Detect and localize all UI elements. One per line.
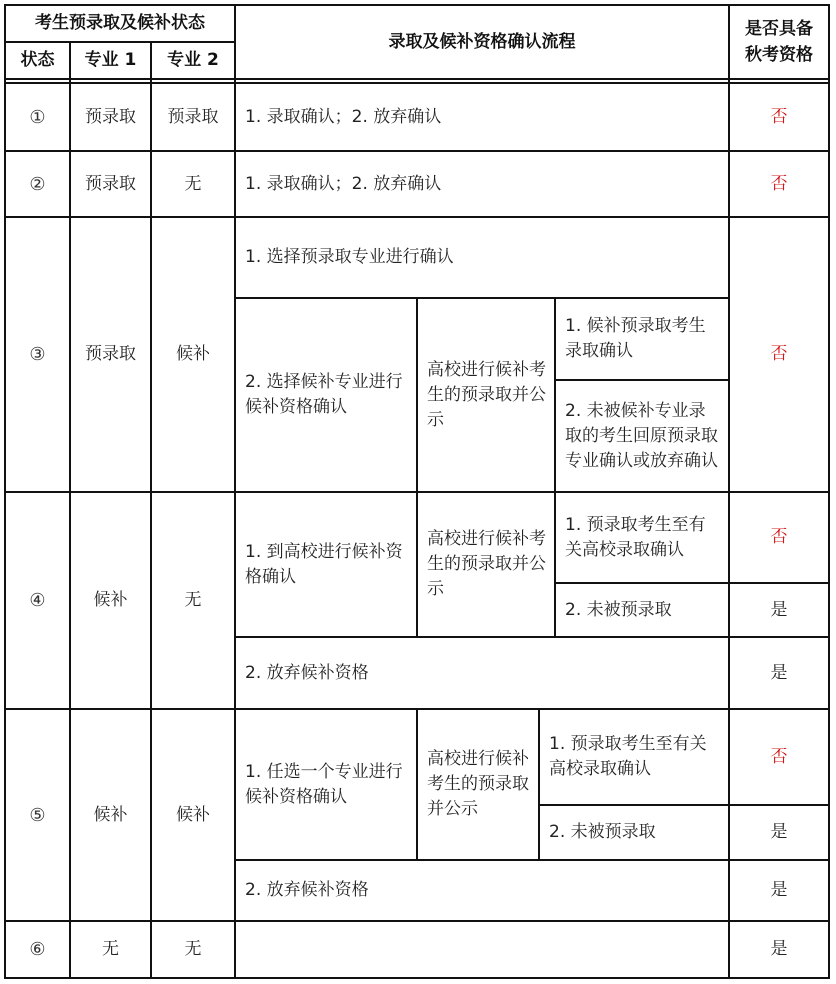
- major-2-cell: 预录取: [167, 106, 219, 127]
- sub-step: 2. 未被候补专业录取的考生回原预录取专业确认或放弃确认: [565, 400, 718, 471]
- major-1-cell: 候补: [93, 804, 128, 825]
- eligible-result: 是: [770, 662, 788, 683]
- status-id: ①: [29, 106, 46, 128]
- school-review: 高校进行候补考生的预录取并公示: [427, 529, 546, 599]
- sub-step: 1. 预录取考生至有关高校录取确认: [549, 734, 707, 779]
- sub-step: 1. 预录取考生至有关高校录取确认: [565, 514, 706, 560]
- grid-line: [4, 977, 830, 979]
- status-id: ②: [29, 173, 46, 195]
- school-review: 高校进行候补考生的预录取并公示: [427, 359, 546, 430]
- eligible-result: 否: [770, 106, 788, 127]
- major-1-cell: 候补: [93, 590, 128, 610]
- sub-step: 2. 未被预录取: [565, 599, 672, 620]
- eligible-result: 否: [770, 527, 788, 547]
- header-major-2: 专业 2: [167, 50, 219, 70]
- eligible-result: 否: [770, 344, 788, 364]
- status-id: ③: [29, 344, 46, 365]
- header-group-label: 考生预录取及候补状态: [35, 13, 205, 33]
- major-2-cell: 无: [184, 590, 202, 610]
- eligible-result: 否: [770, 173, 788, 194]
- process-step: 1. 到高校进行候补资格确认: [245, 541, 403, 587]
- eligible-result: 是: [770, 822, 788, 842]
- process-step: 1. 选择预录取专业进行确认: [245, 247, 454, 267]
- grid-line: [4, 78, 830, 80]
- process-step: 2. 放弃候补资格: [245, 662, 369, 683]
- school-review: 高校进行候补考生的预录取并公示: [427, 749, 529, 819]
- major-2-cell: 无: [184, 173, 202, 194]
- sub-step: 2. 未被预录取: [549, 822, 656, 842]
- eligible-result: 否: [770, 746, 788, 767]
- status-id: ⑥: [29, 939, 46, 960]
- major-1-cell: 预录取: [85, 106, 136, 127]
- process-step: 1. 录取确认；2. 放弃确认: [245, 106, 442, 127]
- major-1-cell: 预录取: [85, 173, 136, 194]
- eligible-result: 是: [770, 880, 788, 900]
- sub-step: 1. 候补预录取考生录取确认: [565, 316, 706, 361]
- major-1-cell: 无: [102, 939, 119, 959]
- status-id: ⑤: [29, 804, 46, 826]
- major-1-cell: 预录取: [85, 344, 136, 364]
- major-2-cell: 候补: [176, 804, 210, 825]
- major-2-cell: 候补: [176, 344, 210, 364]
- header-status: 状态: [20, 50, 55, 70]
- header-major-1: 专业 1: [84, 50, 137, 70]
- status-id: ④: [29, 590, 46, 611]
- grid-line: [828, 4, 830, 979]
- process-step: 2. 放弃候补资格: [245, 880, 369, 900]
- process-step: 1. 任选一个专业进行候补资格确认: [245, 761, 403, 807]
- major-2-cell: 无: [184, 939, 202, 959]
- process-step: 2. 选择候补专业进行候补资格确认: [245, 372, 403, 417]
- header-eligible: 是否具备秋考资格: [745, 19, 813, 65]
- header-process: 录取及候补资格确认流程: [388, 31, 576, 52]
- eligible-result: 是: [770, 599, 788, 620]
- eligible-result: 是: [770, 939, 788, 959]
- process-step: 1. 录取确认；2. 放弃确认: [245, 173, 442, 194]
